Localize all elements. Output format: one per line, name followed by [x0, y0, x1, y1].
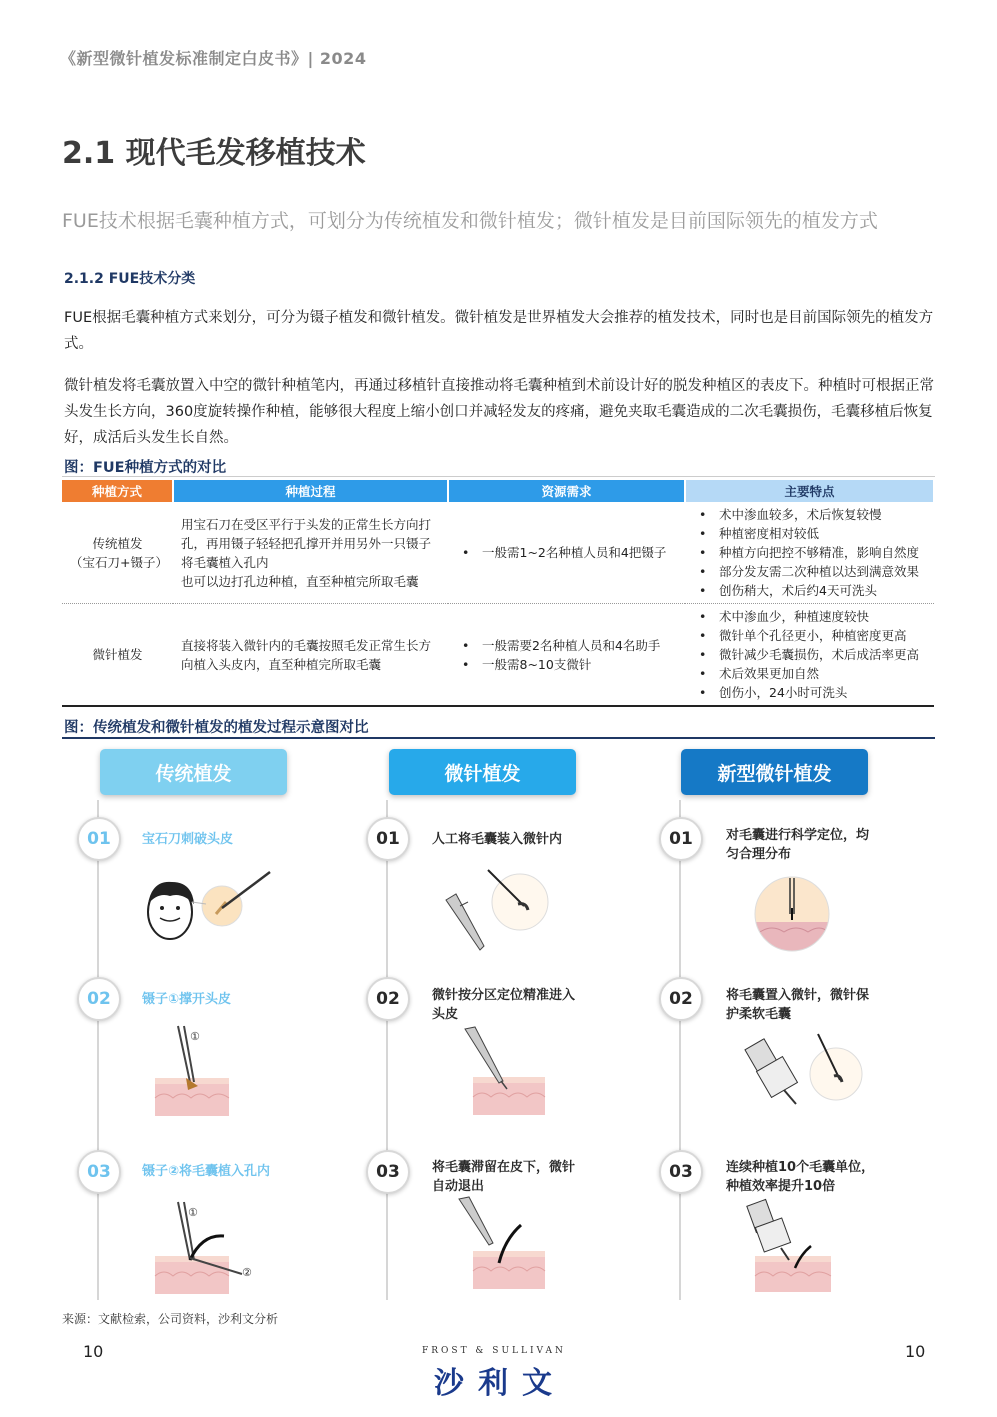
step-number: 03 [366, 1150, 410, 1194]
step-number: 01 [77, 817, 121, 861]
feature-item: • 创伤稍大，术后约4天可洗头 [693, 581, 926, 600]
timeline-line [386, 800, 388, 1300]
paragraph-2: 微针植发将毛囊放置入中空的微针种植笔内，再通过移植针直接推动将毛囊种植到术前设计好的脱发种植区的表皮下。种植时可根据正常头发生长方向，360度旋转操作种植，能够很大程度上缩小创口并减轻发友的疼痛，避免夹取毛囊造成的二次毛囊损伤，毛囊移植后恢复好，成活后头发生长自然。 [64, 378, 934, 446]
table-header-row [62, 480, 934, 502]
illustration-continuous-planting [745, 1196, 840, 1296]
illustration-tweezer-open [150, 1020, 240, 1120]
column-label-microneedle: 微针植发 [389, 749, 576, 795]
resource-item: • 一般需要2名种植人员和4名助手 [456, 636, 677, 655]
column-label-traditional: 传统植发 [100, 749, 287, 795]
brand-logo-english: FROST & SULLIVAN [422, 1346, 566, 1356]
table-header: 种植过程 [173, 480, 448, 502]
table-row [62, 604, 934, 707]
diagram-title: 图：传统植发和微针植发的植发过程示意图对比 [64, 720, 369, 736]
step-number: 02 [366, 977, 410, 1021]
feature-item: • 创伤小，24小时可洗头 [693, 683, 926, 702]
diagram-title-rule [62, 737, 935, 739]
table-row [62, 502, 934, 604]
process-cell: 用宝石刀在受区平行于头发的正常生长方向打孔，再用镊子轻轻把孔撑开并用另外一只镊子将毛囊植入孔内 也可以边打孔边种植，直至种植完所取毛囊 [173, 502, 448, 604]
timeline-line [97, 800, 99, 1300]
document-header: 《新型微针植发标准制定白皮书》| 2024 [60, 49, 367, 68]
method-cell [62, 502, 173, 604]
resource-item: • 一般需8~10支微针 [456, 655, 677, 674]
feature-item: • 术中渗血少，种植速度较快 [693, 607, 926, 626]
step-text: 宝石刀刺破头皮 [142, 832, 234, 847]
step-text: 将毛囊置入微针，微针保护柔软毛囊 [726, 988, 870, 1022]
illustration-follicle-position [752, 874, 832, 954]
step-text: 镊子②将毛囊植入孔内 [142, 1164, 271, 1179]
step-number: 01 [659, 817, 703, 861]
illustration-needle-retract [455, 1195, 555, 1295]
step-number: 03 [659, 1150, 703, 1194]
section-subtitle: FUE技术根据毛囊种植方式，可划分为传统植发和微针植发；微针植发是目前国际领先的植发方式 [62, 210, 878, 232]
step-number: 02 [77, 977, 121, 1021]
paragraph-1: FUE根据毛囊种植方式来划分，可分为镊子植发和微针植发。微针植发是世界植发大会推荐的植发技术，同时也是目前国际领先的植发方式。 [64, 310, 934, 352]
step-text: 对毛囊进行科学定位，均匀合理分布 [726, 828, 870, 862]
step-number: 02 [659, 977, 703, 1021]
page-number-left: 10 [83, 1342, 104, 1361]
step-number: 03 [77, 1150, 121, 1194]
feature-item: • 术中渗血较多，术后恢复较慢 [693, 505, 926, 524]
step-text: 人工将毛囊装入微针内 [432, 832, 563, 847]
method-cell [62, 604, 173, 707]
table-top-rule [62, 476, 935, 477]
feature-item: • 微针减少毛囊损伤，术后成活率更高 [693, 645, 926, 664]
illustration-load-needle [440, 862, 555, 952]
table-header: 种植方式 [62, 480, 173, 502]
feature-item: • 微针单个孔径更小，种植密度更高 [693, 626, 926, 645]
method-subname: （宝石刀+镊子） [70, 554, 168, 570]
resources-cell [448, 604, 685, 707]
features-cell [685, 502, 934, 604]
timeline-line [679, 800, 681, 1300]
sub-heading: 2.1.2 FUE技术分类 [64, 271, 196, 287]
circled-two-label: ② [242, 1266, 252, 1279]
feature-item: • 部分发友需二次种植以达到满意效果 [693, 562, 926, 581]
step-text: 将毛囊滞留在皮下，微针自动退出 [432, 1160, 576, 1194]
resources-cell [448, 502, 685, 604]
circled-one-label: ① [188, 1206, 198, 1219]
illustration-follicle-in-needle [744, 1024, 864, 1109]
feature-item: • 种植方向把控不够精准，影响自然度 [693, 543, 926, 562]
illustration-tweezer-implant [150, 1198, 265, 1298]
method-name: 微针植发 [92, 647, 143, 662]
process-cell: 直接将装入微针内的毛囊按照毛发正常生长方向植入头皮内，直至种植完所取毛囊 [173, 604, 448, 707]
step-text: 微针按分区定位精准进入头皮 [432, 988, 576, 1022]
method-name: 传统植发 [92, 535, 143, 551]
column-label-new-microneedle: 新型微针植发 [681, 749, 868, 795]
circled-one-label: ① [190, 1030, 200, 1043]
table-header: 资源需求 [448, 480, 685, 502]
source-note: 来源：文献检索，公司资料，沙利文分析 [62, 1312, 279, 1326]
step-number: 01 [366, 817, 410, 861]
brand-logo-chinese: 沙利文 [434, 1366, 566, 1401]
table-title: 图：FUE种植方式的对比 [64, 460, 227, 476]
illustration-scalpel-head [140, 862, 285, 957]
illustration-needle-insert [455, 1025, 555, 1120]
table-header: 主要特点 [685, 480, 934, 502]
step-text: 连续种植10个毛囊单位，种植效率提升10倍 [726, 1160, 875, 1194]
section-title: 2.1 现代毛发移植技术 [62, 136, 366, 171]
feature-item: • 种植密度相对较低 [693, 524, 926, 543]
comparison-table [62, 480, 935, 707]
features-cell [685, 604, 934, 707]
step-text: 镊子①撑开头皮 [142, 992, 232, 1007]
page-number-right: 10 [905, 1342, 926, 1361]
feature-item: • 术后效果更加自然 [693, 664, 926, 683]
resource-item: • 一般需1~2名种植人员和4把镊子 [456, 543, 677, 562]
